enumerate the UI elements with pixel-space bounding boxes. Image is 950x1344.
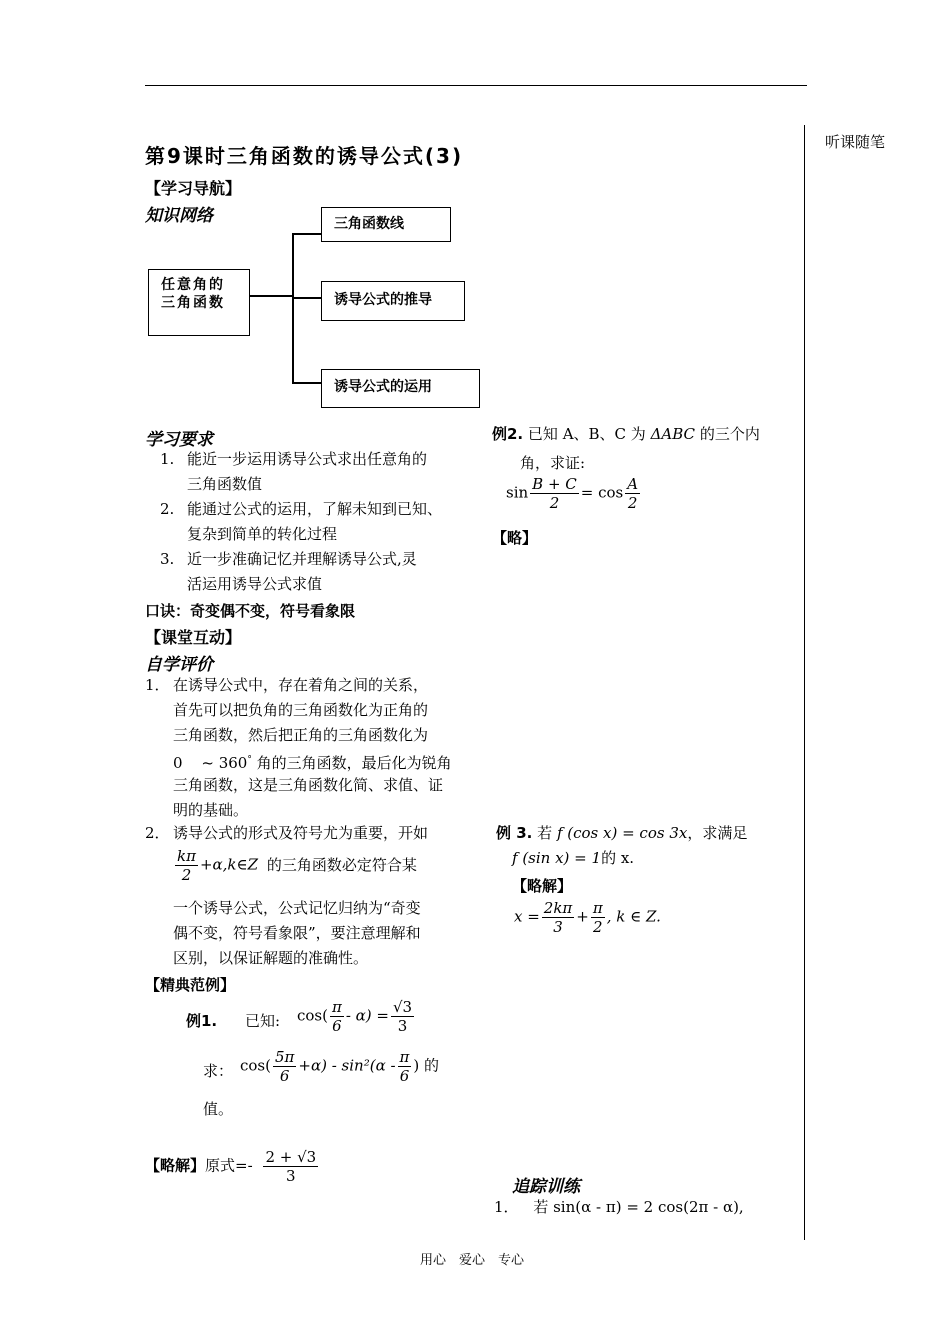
examples-header: 【精典范例】 <box>145 976 236 994</box>
formula-part: , k ∈ Z. <box>606 907 661 926</box>
top-rule <box>145 85 807 86</box>
formula-part: + <box>576 907 589 926</box>
ask-formula <box>240 1048 439 1085</box>
range-hi: 360 <box>218 754 248 772</box>
text-fragment: 的三个内 <box>699 425 760 443</box>
text-line: 明的基础。 <box>173 801 249 819</box>
ex2-answer: 【略】 <box>492 529 538 547</box>
formula-part: cos( <box>297 1006 328 1025</box>
text-fragment: 已知 A、B、C 为 <box>527 425 646 443</box>
network-title: 知识网络 <box>145 206 213 226</box>
frac-numerator: 2 + √3 <box>265 1148 317 1166</box>
requirement-line: 能通过公式的运用，了解未知到已知、 <box>187 500 443 518</box>
formula-part: sin <box>506 483 529 502</box>
frac-numerator: B + C <box>532 475 577 493</box>
text-line: 首先可以把负角的三角函数化为正角的 <box>173 701 429 719</box>
requirement-line: 近一步准确记忆并理解诱导公式,灵 <box>187 550 417 568</box>
text-fragment: 角的三角函数，最后化为锐角 <box>256 754 452 772</box>
item-num: 1． <box>145 676 170 694</box>
item-num: 2． <box>145 824 170 842</box>
frac-denominator: 3 <box>286 1167 296 1185</box>
diagram-branch-node: 诱导公式的推导 <box>321 281 465 321</box>
page-title: 第9课时三角函数的诱导公式(3) <box>145 144 464 168</box>
diagram-branch-node: 诱导公式的运用 <box>321 369 480 408</box>
frac-denominator: 3 <box>553 918 563 936</box>
frac-numerator: A <box>627 475 639 493</box>
example-label: 例 3. <box>496 824 533 842</box>
self-eval-title: 自学评价 <box>145 655 213 675</box>
frac-denominator: 6 <box>399 1067 410 1085</box>
given-formula <box>297 998 416 1035</box>
text-fragment: 的 x. <box>601 849 635 867</box>
requirement-num: 2. <box>160 500 175 518</box>
ex2-line1 <box>492 423 760 444</box>
formula-line <box>173 847 417 884</box>
formula: f (sin x) = 1 <box>512 849 602 867</box>
ex3-solution-formula <box>514 899 661 936</box>
text-fragment: 已知: <box>245 1012 281 1030</box>
frac-numerator: 5π <box>274 1048 295 1066</box>
formula-part: - α) = <box>345 1006 389 1025</box>
frac-numerator: π <box>592 899 603 917</box>
frac-numerator: π <box>399 1048 410 1066</box>
frac-numerator: 2kπ <box>543 899 573 917</box>
tracking-item <box>494 1196 744 1217</box>
diagram-connector <box>292 297 322 299</box>
formula-part: +α) - sin²(α - <box>298 1056 396 1075</box>
diagram-root-node: 任意角的三角函数 <box>148 269 250 336</box>
triangle-symbol: ΔABC <box>650 425 696 443</box>
text-fragment: 的三角函数必定符合某 <box>266 855 417 874</box>
diagram-connector <box>292 382 322 384</box>
requirement-line: 能近一步运用诱导公式求出任意角的 <box>187 450 428 468</box>
requirement-num: 3. <box>160 550 175 568</box>
formula-part: x = <box>514 907 540 926</box>
classroom-header: 【课堂互动】 <box>145 628 242 647</box>
formula-part: = cos <box>580 483 624 502</box>
nav-header: 【学习导航】 <box>145 179 242 198</box>
example-label: 例1. <box>186 1012 218 1030</box>
frac-denominator: 6 <box>332 1017 342 1035</box>
frac-denominator: 2 <box>593 918 603 936</box>
mnemonic: 口诀：奇变偶不变，符号看象限 <box>145 602 356 620</box>
formula-part: ) 的 <box>413 1056 440 1075</box>
page-footer: 用心 爱心 专心 <box>420 1253 525 1268</box>
frac-denominator: 2 <box>549 494 560 512</box>
margin-note: 听课随笔 <box>825 133 886 151</box>
frac-denominator: 6 <box>279 1067 290 1085</box>
range-tilde: ~ <box>201 754 214 772</box>
text-fragment: ，求满足 <box>687 824 748 842</box>
text-fragment: 角，求证: <box>520 454 586 472</box>
solution-text: 原式=- <box>205 1156 253 1175</box>
requirement-line: 三角函数值 <box>187 475 263 493</box>
tracking-title: 追踪训练 <box>512 1177 580 1197</box>
margin-divider <box>804 125 805 1240</box>
frac-numerator: kπ <box>177 847 196 865</box>
text-fragment: 值。 <box>203 1100 234 1118</box>
diagram-branch-node: 三角函数线 <box>321 207 451 242</box>
solution-label: 【略解】 <box>145 1156 206 1175</box>
text-line: 一个诱导公式，公式记忆归纳为“奇变 <box>173 899 421 917</box>
frac-denominator: 2 <box>627 494 638 512</box>
formula-part: cos( <box>240 1056 271 1075</box>
text-fragment: 求： <box>203 1062 234 1080</box>
item-num: 1． <box>494 1198 519 1216</box>
requirement-num: 1. <box>160 450 175 468</box>
ex2-proof-formula <box>506 475 642 512</box>
diagram-trunk <box>292 233 294 383</box>
text-line: 偶不变，符号看象限”，要注意理解和 <box>173 924 421 942</box>
tracking-text: 若 sin(α - π) = 2 cos(2π - α), <box>533 1198 744 1216</box>
text-line: 在诱导公式中，存在着角之间的关系， <box>173 676 429 694</box>
example-label: 例2. <box>492 425 524 443</box>
angle-range-line: 0 ~ 360° 角的三角函数，最后化为锐角 <box>173 754 452 772</box>
requirement-line: 复杂到简单的转化过程 <box>187 525 338 543</box>
frac-numerator: π <box>331 998 342 1016</box>
diagram-connector <box>292 233 322 235</box>
ex3-solution-label: 【略解】 <box>512 877 573 895</box>
text-line: 诱导公式的形式及符号尤为重要，开如 <box>173 824 429 842</box>
ex1-solution <box>145 1148 320 1185</box>
text-fragment: 若 <box>537 824 553 842</box>
text-line: 三角函数，这是三角函数化简、求值、证 <box>173 776 444 794</box>
text-line: 三角函数，然后把正角的三角函数化为 <box>173 726 429 744</box>
diagram-connector <box>250 295 293 297</box>
frac-denominator: 3 <box>397 1017 408 1035</box>
formula: f (cos x) = cos 3x <box>556 824 688 842</box>
frac-denominator: 2 <box>181 866 192 884</box>
frac-numerator: √3 <box>393 998 413 1016</box>
ex3-line2 <box>512 847 634 868</box>
requirement-line: 活运用诱导公式求值 <box>187 575 323 593</box>
ex3-line1 <box>496 822 747 843</box>
range-lo: 0 <box>173 754 183 772</box>
requirements-title: 学习要求 <box>145 430 213 450</box>
text-line: 区别，以保证解题的准确性。 <box>173 949 369 967</box>
formula: +α,k∈Z <box>199 855 259 874</box>
